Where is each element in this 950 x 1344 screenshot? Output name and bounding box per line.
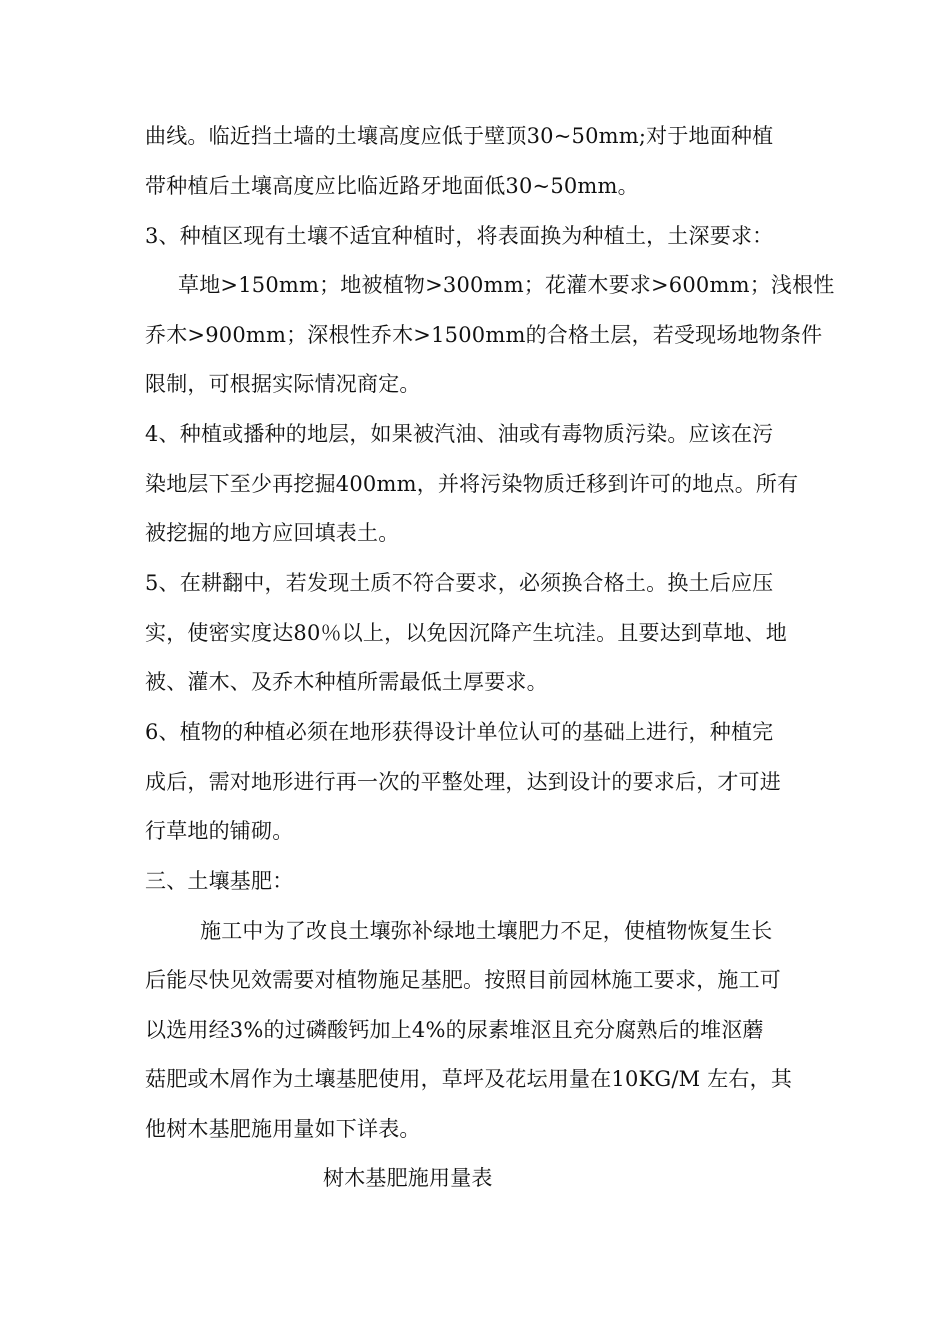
text-line: 被挖掘的地方应回填表土。: [145, 521, 400, 545]
text-line: 后能尽快见效需要对植物施足基肥。按照目前园林施工要求，施工可: [145, 968, 781, 992]
text-line: 6、植物的种植必须在地形获得设计单位认可的基础上进行，种植完: [145, 720, 774, 744]
text-line: 染地层下至少再挖掘400mm，并将污染物质迁移到许可的地点。所有: [145, 472, 799, 496]
text-line: 被、灌木、及乔木种植所需最低土厚要求。: [145, 670, 548, 694]
section-heading: 三、土壤基肥：: [145, 869, 294, 893]
text-line: 5、在耕翻中，若发现土质不符合要求，必须换合格土。换土后应压: [145, 571, 774, 595]
text-line: 行草地的铺砌。: [145, 819, 294, 843]
text-line: 成后，需对地形进行再一次的平整处理，达到设计的要求后，才可进: [145, 770, 781, 794]
text-line: 3、种植区现有土壤不适宜种植时，将表面换为种植土，土深要求：: [145, 224, 774, 248]
text-line: 草地>150mm；地被植物>300mm；花灌木要求>600mm；浅根性: [178, 273, 835, 297]
text-line: 实，使密实度达80％以上，以免因沉降产生坑洼。且要达到草地、地: [145, 621, 787, 645]
text-line: 施工中为了改良土壤弥补绿地土壤肥力不足，使植物恢复生长: [200, 919, 773, 943]
text-line: 以选用经3%的过磷酸钙加上4%的尿素堆沤且充分腐熟后的堆沤蘑: [145, 1018, 764, 1042]
text-line: 带种植后土壤高度应比临近路牙地面低30~50mm。: [145, 174, 639, 198]
text-line: 他树木基肥施用量如下详表。: [145, 1117, 421, 1141]
table-title: 树木基肥施用量表: [323, 1166, 493, 1190]
text-line: 菇肥或木屑作为土壤基肥使用，草坪及花坛用量在10KG/M 左右，其: [145, 1067, 793, 1091]
text-line: 4、种植或播种的地层，如果被汽油、油或有毒物质污染。应该在污: [145, 422, 774, 446]
text-line: 限制，可根据实际情况商定。: [145, 372, 421, 396]
text-line: 乔木>900mm；深根性乔木>1500mm的合格土层，若受现场地物条件: [145, 323, 823, 347]
text-line: 曲线。临近挡土墙的土壤高度应低于壁顶30~50mm;对于地面种植: [145, 124, 774, 148]
